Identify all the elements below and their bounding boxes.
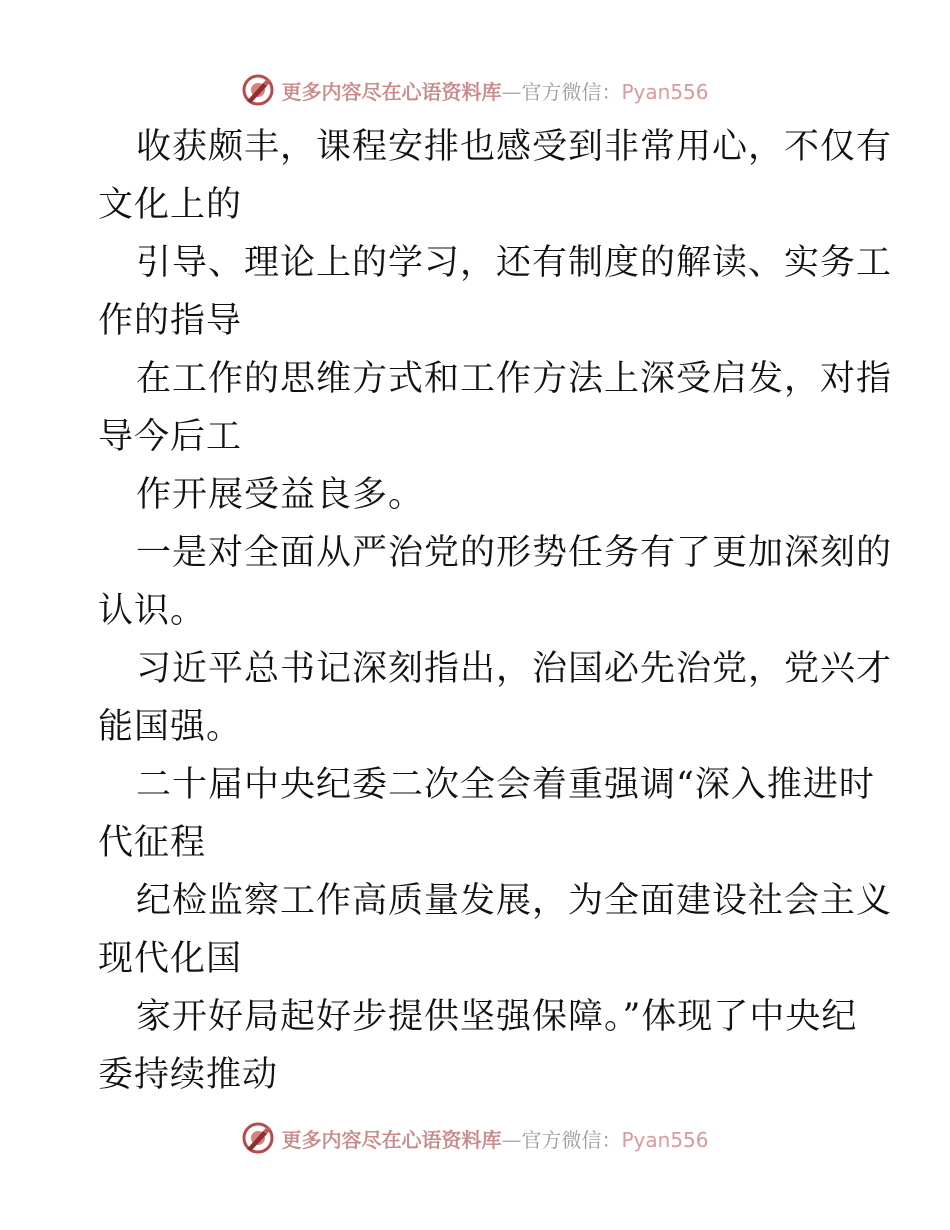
header-banner bbox=[0, 70, 950, 110]
banner-wechat-id: Pyan556 bbox=[621, 1127, 709, 1152]
banner-official-label: 官方微信： bbox=[521, 1127, 622, 1152]
banner-dash: — bbox=[501, 79, 522, 104]
text-line: 能国强。 bbox=[98, 707, 243, 747]
text-line: 引导、理论上的学习，还有制度的解读、实务工 bbox=[136, 243, 893, 283]
text-line: 在工作的思维方式和工作方法上深受启发，对指 bbox=[136, 359, 893, 399]
banner-site-name: 更多内容尽在心语资料库 bbox=[281, 1127, 502, 1152]
text-line: 家开好局起好步提供坚强保障。”体现了中央纪 bbox=[136, 997, 858, 1037]
text-line: 收获颇丰，课程安排也感受到非常用心，不仅有 bbox=[136, 127, 893, 167]
banner-wechat-id: Pyan556 bbox=[621, 79, 709, 104]
text-line: 纪检监察工作高质量发展，为全面建设社会主义 bbox=[136, 881, 893, 921]
text-line: 认识。 bbox=[98, 591, 207, 631]
pen-logo-icon bbox=[241, 1121, 275, 1155]
document-body bbox=[98, 118, 893, 1104]
banner-site-name: 更多内容尽在心语资料库 bbox=[281, 79, 502, 104]
text-line: 作开展受益良多。 bbox=[136, 475, 425, 515]
text-line: 一是对全面从严治党的形势任务有了更加深刻的 bbox=[136, 533, 893, 573]
banner-official-label: 官方微信： bbox=[521, 79, 622, 104]
text-line: 二十届中央纪委二次全会着重强调“深入推进时 bbox=[136, 765, 875, 805]
text-line: 代征程 bbox=[98, 823, 207, 863]
text-line: 习近平总书记深刻指出，治国必先治党，党兴才 bbox=[136, 649, 893, 689]
text-line: 导今后工 bbox=[98, 417, 243, 457]
text-line: 文化上的 bbox=[98, 185, 243, 225]
text-line: 现代化国 bbox=[98, 939, 243, 979]
text-line: 作的指导 bbox=[98, 301, 243, 341]
banner-dash: — bbox=[501, 1127, 522, 1152]
pen-logo-icon bbox=[241, 73, 275, 107]
text-line: 委持续推动 bbox=[98, 1055, 279, 1095]
footer-banner bbox=[0, 1118, 950, 1158]
